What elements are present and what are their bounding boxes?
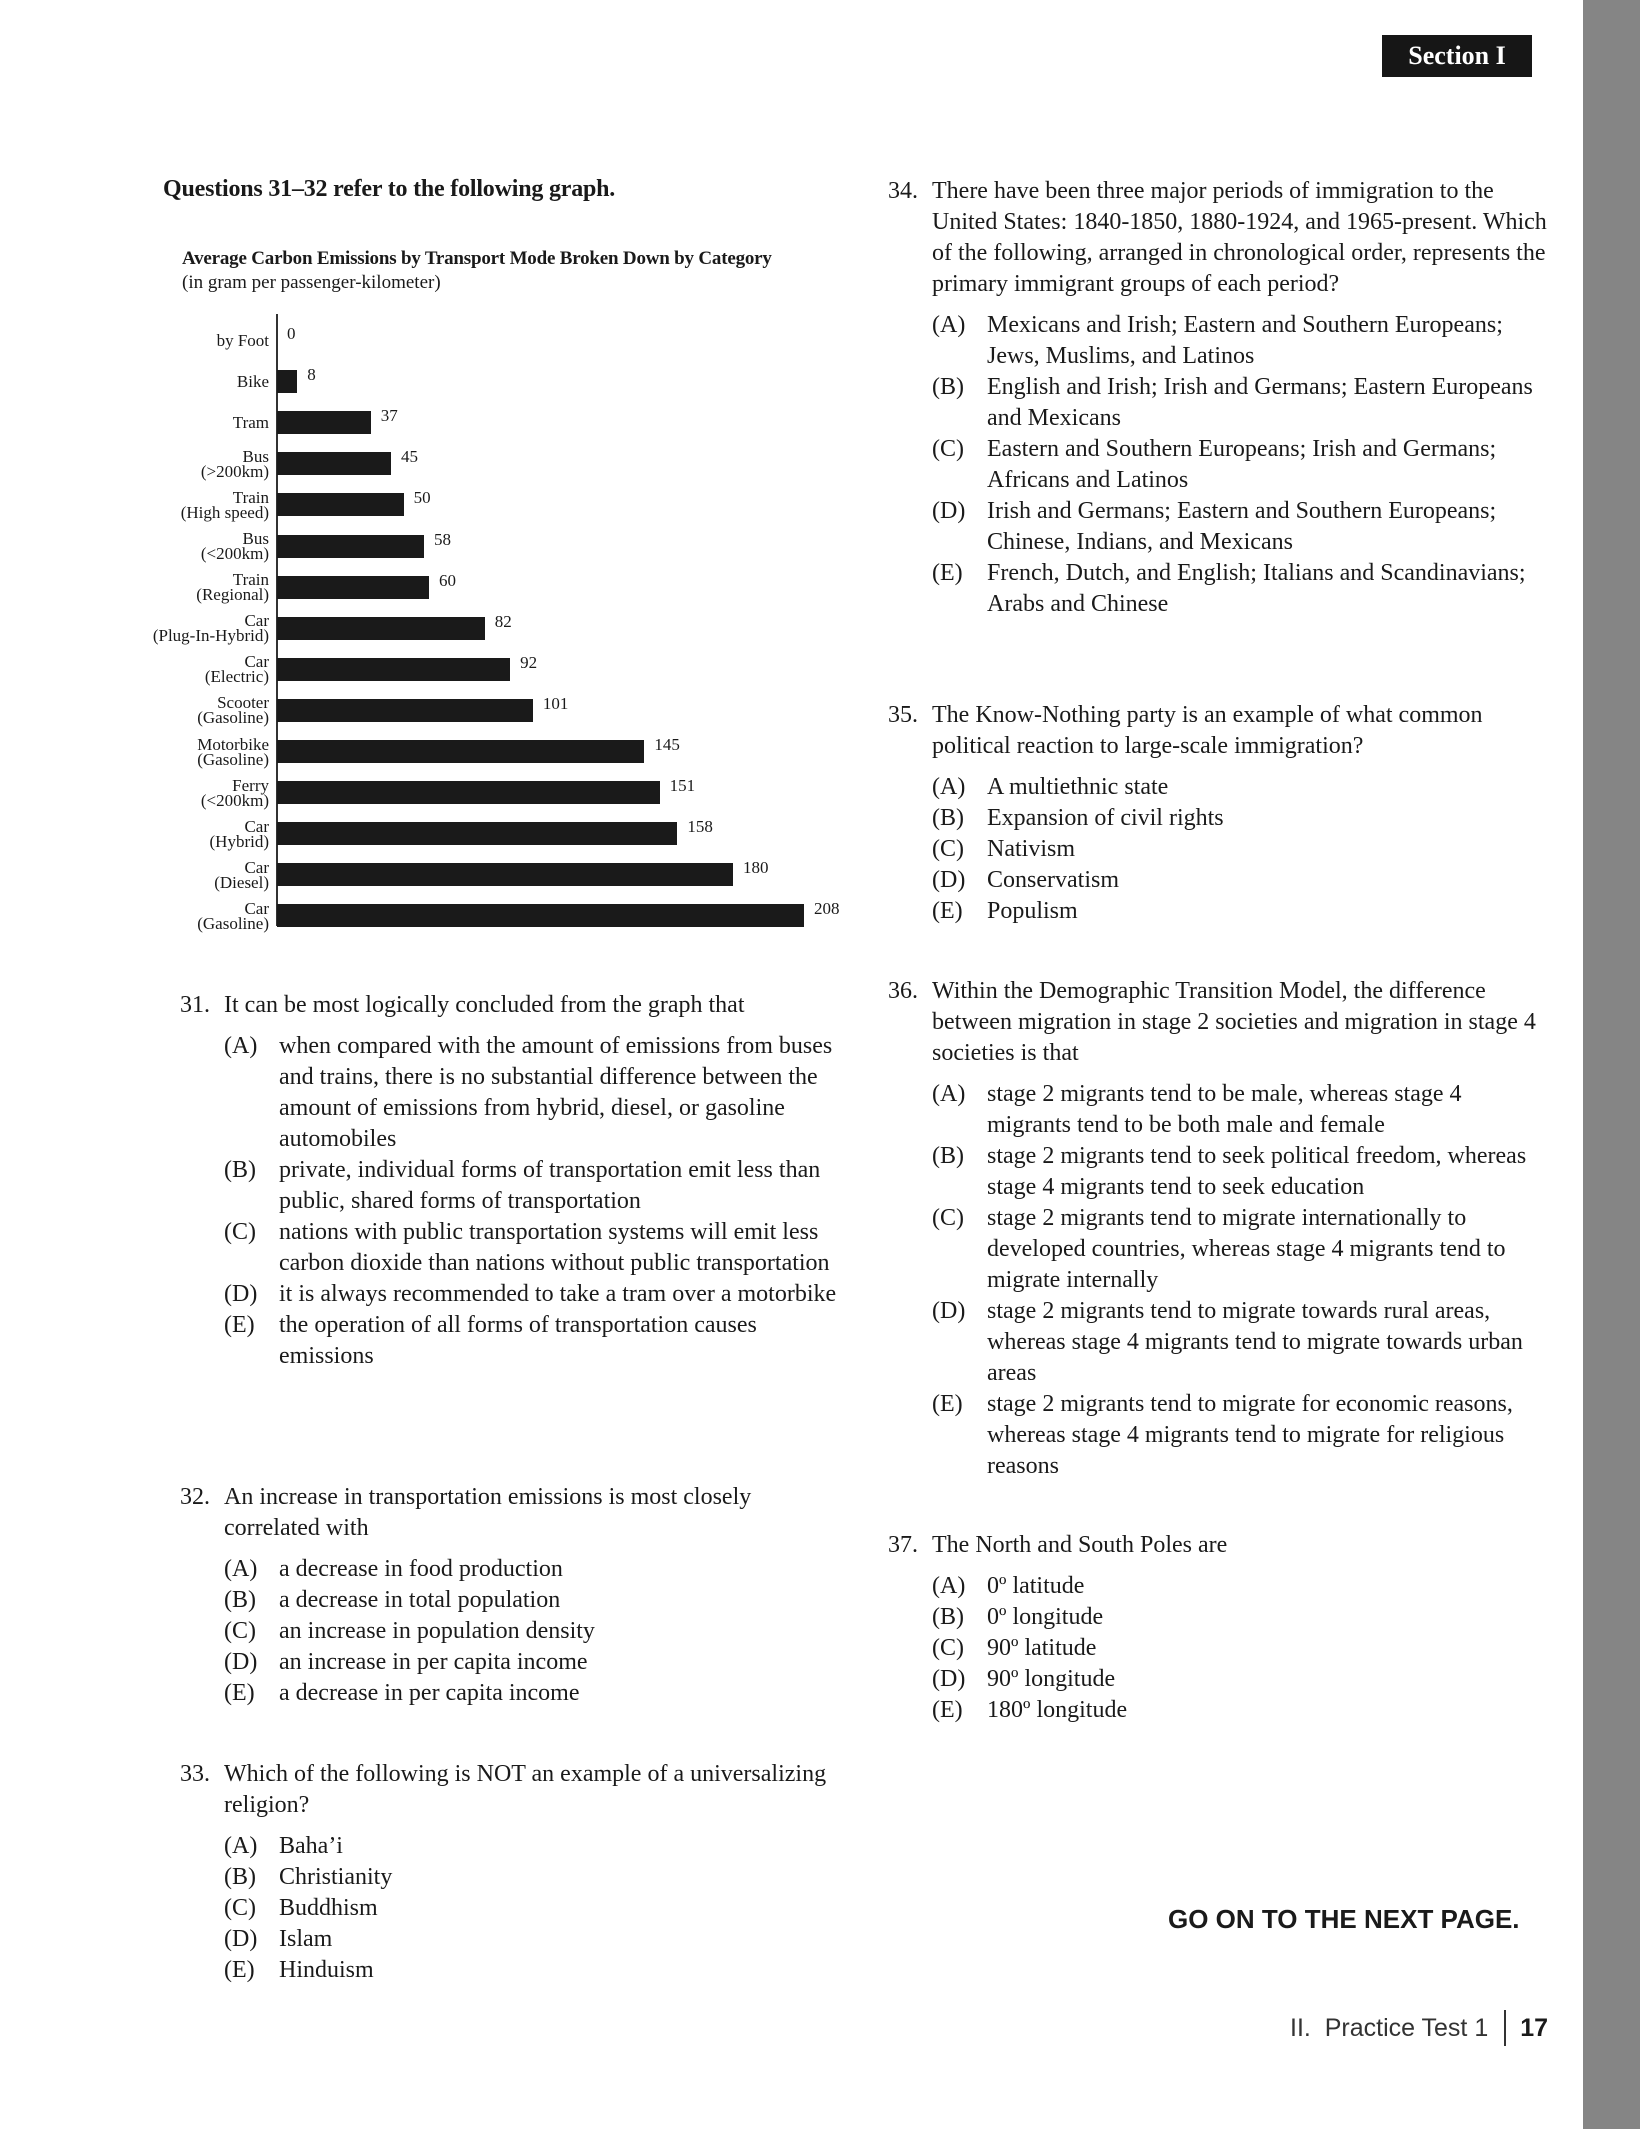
bar — [277, 740, 644, 763]
page-number: 17 — [1520, 2013, 1549, 2042]
option-letter: (E) — [932, 1697, 963, 1723]
chart-bar-row — [139, 443, 859, 484]
bar-category-label — [129, 772, 269, 813]
answer-option — [932, 434, 1548, 496]
option-letter: (C) — [932, 836, 964, 862]
bar-category-line: (Electric) — [204, 667, 269, 687]
bar — [277, 617, 485, 640]
option-letter: (B) — [224, 1587, 256, 1613]
chart-bar-row — [139, 608, 859, 649]
bar-category-label — [129, 567, 269, 608]
option-letter: (B) — [932, 805, 964, 831]
question-stem: It can be most logically concluded from the graph that — [224, 992, 745, 1018]
answer-option — [224, 1554, 850, 1585]
bar-category-line: (Diesel) — [214, 872, 269, 892]
option-letter: (E) — [224, 1312, 255, 1338]
option-text: Hinduism — [279, 1957, 374, 1983]
option-text: Islam — [279, 1926, 333, 1952]
answer-option — [932, 1571, 1548, 1602]
question-stem: An increase in transportation emissions is most closely correlated with — [224, 1484, 752, 1541]
bar-category-line: (Gasoline) — [197, 749, 269, 769]
option-text: Conservatism — [987, 867, 1119, 893]
bar-category-label — [129, 484, 269, 525]
option-text: Christianity — [279, 1864, 393, 1890]
answer-options — [224, 1031, 850, 1372]
chart-bar-row — [139, 320, 859, 361]
bar — [277, 452, 391, 475]
question-stem: The North and South Poles are — [932, 1532, 1228, 1558]
bar-value-label: 0 — [287, 324, 296, 343]
bar-category-label — [129, 854, 269, 895]
bar-category-line: Ferry — [232, 775, 269, 795]
option-text: Eastern and Southern Europeans; Irish and Germans; Africans and Latinos — [987, 436, 1497, 493]
option-text: French, Dutch, and English; Italians and Scandinavians; Arabs and Chinese — [987, 560, 1526, 617]
option-letter: (A) — [224, 1033, 258, 1059]
option-text: Irish and Germans; Eastern and Southern Europeans; Chinese, Indians, and Mexicans — [987, 498, 1497, 555]
question-number: 36. — [888, 978, 918, 1004]
answer-option — [932, 1141, 1548, 1203]
option-text: Nativism — [987, 836, 1075, 862]
option-letter: (E) — [224, 1680, 255, 1706]
answer-option — [932, 1695, 1548, 1726]
bar — [277, 781, 660, 804]
option-text: A multiethnic state — [987, 774, 1169, 800]
footer-divider — [1504, 2010, 1506, 2046]
answer-options — [932, 310, 1548, 620]
question-stem: Within the Demographic Transition Model, the difference between migration in stage 2 societies and migration in stage 4 societies is that — [932, 978, 1536, 1066]
answer-option — [224, 1217, 850, 1279]
answer-options — [224, 1554, 850, 1709]
answer-option — [224, 1893, 850, 1924]
option-text: a decrease in total population — [279, 1587, 561, 1613]
answer-option — [224, 1955, 850, 1986]
bar-category-label — [129, 690, 269, 731]
answer-option — [932, 496, 1548, 558]
bar — [277, 904, 804, 927]
option-text: when compared with the amount of emissions from buses and trains, there is no substantial difference between the amount of emissions from hybrid, diesel, or gasoline automobiles — [279, 1033, 833, 1152]
answer-option — [224, 1678, 850, 1709]
option-letter: (B) — [932, 1143, 964, 1169]
chart-bar-row — [139, 484, 859, 525]
bar-value-label: 37 — [380, 406, 398, 426]
chart-bar-row — [139, 567, 859, 608]
bar-value-label: 82 — [494, 611, 512, 631]
answer-options — [932, 1079, 1548, 1482]
answer-option — [224, 1924, 850, 1955]
answer-option — [932, 310, 1548, 372]
bar-value-label: 92 — [520, 652, 538, 672]
bar-category-label — [129, 608, 269, 649]
bar-category-line: (>200km) — [200, 461, 269, 481]
bar — [277, 370, 297, 393]
question-36 — [888, 976, 1548, 1482]
answer-option — [932, 1664, 1548, 1695]
answer-option — [932, 803, 1548, 834]
bar-category-line: (Gasoline) — [197, 913, 269, 933]
option-letter: (A) — [932, 312, 966, 338]
answer-options — [932, 1571, 1548, 1726]
answer-option — [932, 1203, 1548, 1296]
option-text: stage 2 migrants tend to migrate towards rural areas, whereas stage 4 migrants tend to migrate towards urban areas — [987, 1298, 1523, 1386]
bar-category-line: by Foot — [216, 331, 269, 350]
option-letter: (D) — [932, 1298, 966, 1324]
graph-intro: Questions 31–32 refer to the following graph. — [163, 176, 616, 202]
option-text: Buddhism — [279, 1895, 378, 1921]
bar-category-line: Bus — [242, 446, 269, 466]
bar-category-line: Car — [244, 898, 269, 918]
bar — [277, 411, 371, 434]
bar-category-line: (Regional) — [196, 585, 269, 605]
question-stem: Which of the following is NOT an example of a universalizing religion? — [224, 1761, 827, 1818]
bar-category-line: (Gasoline) — [197, 708, 269, 728]
answer-option — [932, 834, 1548, 865]
option-text: stage 2 migrants tend to migrate internationally to developed countries, whereas stage 4 migrants tend to migrate internally — [987, 1205, 1506, 1293]
option-letter: (A) — [932, 1573, 966, 1599]
question-number: 31. — [180, 992, 210, 1018]
question-33 — [180, 1759, 850, 1986]
bar — [277, 576, 429, 599]
option-text: English and Irish; Irish and Germans; Eastern Europeans and Mexicans — [987, 374, 1533, 431]
option-letter: (A) — [932, 774, 966, 800]
option-letter: (D) — [932, 498, 966, 524]
option-letter: (C) — [932, 1205, 964, 1231]
section-tag: Section I — [1382, 35, 1532, 77]
option-text: stage 2 migrants tend to migrate for economic reasons, whereas stage 4 migrants tend to migrate for religious reasons — [987, 1391, 1513, 1479]
answer-option — [932, 1079, 1548, 1141]
option-letter: (B) — [224, 1157, 256, 1183]
chart-bar-row — [139, 772, 859, 813]
option-letter: (C) — [932, 436, 964, 462]
option-letter: (C) — [224, 1618, 256, 1644]
chart-subtitle: (in gram per passenger-kilometer) — [182, 272, 441, 293]
option-text: 180º longitude — [987, 1697, 1128, 1723]
answer-option — [932, 1296, 1548, 1389]
answer-options — [932, 772, 1548, 927]
option-text: Populism — [987, 898, 1078, 924]
bar-value-label: 151 — [669, 776, 696, 796]
bar-value-label: 180 — [743, 858, 769, 878]
bar-category-line: Car — [244, 652, 269, 672]
chart-bar-row — [139, 526, 859, 567]
bar-category-line: Car — [244, 611, 269, 631]
option-text: Baha’i — [279, 1833, 343, 1859]
bar-value-label: 145 — [654, 735, 680, 754]
bar-category-line: Car — [244, 816, 269, 836]
bar-value-label: 45 — [401, 447, 418, 467]
chart-bar-row — [139, 361, 859, 402]
bar-category-line: Train — [232, 487, 269, 507]
answer-option — [932, 896, 1548, 927]
bar-category-line: (Plug-In-Hybrid) — [152, 626, 269, 646]
option-text: 0º longitude — [987, 1604, 1104, 1630]
option-text: 0º latitude — [987, 1573, 1085, 1599]
question-32 — [180, 1482, 850, 1709]
chart-bar-row — [139, 854, 859, 895]
option-letter: (D) — [224, 1281, 258, 1307]
answer-option — [224, 1862, 850, 1893]
answer-options — [224, 1831, 850, 1986]
answer-option — [224, 1647, 850, 1678]
option-letter: (E) — [932, 898, 963, 924]
bar-category-line: (<200km) — [200, 790, 269, 810]
option-text: an increase in population density — [279, 1618, 595, 1644]
page-edge-band — [1583, 0, 1640, 2129]
bar — [277, 822, 677, 845]
bar — [277, 863, 733, 886]
bar-category-line: Train — [232, 570, 269, 590]
bar-category-label — [129, 895, 269, 936]
answer-option — [224, 1831, 850, 1862]
option-letter: (E) — [224, 1957, 255, 1983]
chart-bar-row — [139, 731, 859, 772]
bar-category-label — [129, 443, 269, 484]
option-text: stage 2 migrants tend to be male, whereas stage 4 migrants tend to be both male and female — [987, 1081, 1462, 1138]
question-37 — [888, 1530, 1548, 1726]
option-letter: (A) — [932, 1081, 966, 1107]
question-number: 37. — [888, 1532, 918, 1558]
option-letter: (B) — [224, 1864, 256, 1890]
option-letter: (C) — [224, 1895, 256, 1921]
answer-option — [224, 1031, 850, 1155]
bar-category-label — [129, 813, 269, 854]
bar — [277, 493, 404, 516]
bar-value-label: 158 — [687, 817, 713, 837]
bar-value-label: 208 — [814, 899, 840, 919]
option-letter: (D) — [932, 867, 966, 893]
bar — [277, 535, 424, 558]
answer-option — [932, 1389, 1548, 1482]
question-number: 32. — [180, 1484, 210, 1510]
answer-option — [932, 865, 1548, 896]
option-text: Mexicans and Irish; Eastern and Southern Europeans; Jews, Muslims, and Latinos — [987, 312, 1503, 369]
option-letter: (A) — [224, 1833, 258, 1859]
question-number: 33. — [180, 1761, 210, 1787]
bar-category-line: Car — [244, 857, 269, 877]
option-text: a decrease in food production — [279, 1556, 563, 1582]
bar-category-line: (Hybrid) — [209, 831, 269, 851]
option-letter: (D) — [224, 1926, 258, 1952]
option-text: a decrease in per capita income — [279, 1680, 580, 1706]
option-letter: (D) — [932, 1666, 966, 1692]
option-letter: (E) — [932, 1391, 963, 1417]
option-text: an increase in per capita income — [279, 1649, 588, 1675]
bar-category-line: Scooter — [217, 693, 269, 713]
question-number: 35. — [888, 702, 918, 728]
question-stem: The Know-Nothing party is an example of what common political reaction to large-scale immigration? — [932, 702, 1483, 759]
question-stem: There have been three major periods of immigration to the United States: 1840-1850, 1880-1924, and 1965-present. Which of the following, arranged in chronological order, represents the primary immigrant groups of each period? — [932, 178, 1547, 297]
question-35 — [888, 700, 1548, 927]
answer-option — [224, 1155, 850, 1217]
bar-category-line: Motorbike — [197, 734, 269, 754]
bar-value-label: 8 — [307, 365, 316, 385]
bar-category-line: (High speed) — [180, 502, 269, 522]
answer-option — [224, 1585, 850, 1616]
option-letter: (C) — [224, 1219, 256, 1245]
go-on-next-page: GO ON TO THE NEXT PAGE. — [1168, 1904, 1520, 1934]
bar-value-label: 50 — [413, 488, 431, 508]
option-letter: (D) — [224, 1649, 258, 1675]
bar-category-label — [129, 731, 269, 772]
bar-category-label — [129, 402, 269, 443]
answer-option — [224, 1310, 850, 1372]
option-letter: (A) — [224, 1556, 258, 1582]
question-number: 34. — [888, 178, 918, 204]
bar-category-line: Bike — [236, 372, 269, 392]
bar-category-label — [129, 361, 269, 402]
option-text: stage 2 migrants tend to seek political freedom, whereas stage 4 migrants tend to seek education — [987, 1143, 1527, 1200]
question-31 — [180, 990, 850, 1372]
chart-bar-row — [139, 895, 859, 936]
emissions-bar-chart — [139, 248, 859, 933]
part-label: II. Practice Test 1 — [1290, 2013, 1489, 2042]
bar-category-line: (<200km) — [200, 544, 269, 563]
chart-bar-row — [139, 690, 859, 731]
option-text: Expansion of civil rights — [987, 805, 1224, 831]
bar-category-line: Bus — [242, 529, 269, 548]
option-text: the operation of all forms of transportation causes emissions — [279, 1312, 757, 1369]
answer-option — [932, 772, 1548, 803]
answer-option — [932, 372, 1548, 434]
chart-bar-row — [139, 402, 859, 443]
option-letter: (B) — [932, 1604, 964, 1630]
bar-value-label: 101 — [542, 693, 569, 713]
option-text: nations with public transportation systems will emit less carbon dioxide than nations without public transportation — [279, 1219, 830, 1276]
answer-option — [224, 1279, 850, 1310]
page-footer — [1290, 2010, 1548, 2046]
option-letter: (C) — [932, 1635, 964, 1661]
option-text: it is always recommended to take a tram over a motorbike — [279, 1281, 837, 1307]
chart-bar-row — [139, 649, 859, 690]
option-text: 90º longitude — [987, 1666, 1116, 1692]
bar-category-label — [129, 526, 269, 567]
option-text: 90º latitude — [987, 1635, 1097, 1661]
bar-value-label: 58 — [433, 529, 451, 549]
answer-option — [932, 1602, 1548, 1633]
answer-option — [932, 558, 1548, 620]
answer-option — [224, 1616, 850, 1647]
chart-bar-row — [139, 813, 859, 854]
bar-category-label — [129, 320, 269, 361]
answer-option — [932, 1633, 1548, 1664]
option-letter: (E) — [932, 560, 963, 586]
bar-category-line: Tram — [232, 413, 269, 433]
bar-value-label: 60 — [439, 570, 457, 590]
bar-category-label — [129, 649, 269, 690]
option-text: private, individual forms of transportation emit less than public, shared forms of transportation — [279, 1157, 821, 1214]
bar — [277, 658, 510, 681]
option-letter: (B) — [932, 374, 964, 400]
chart-title: Average Carbon Emissions by Transport Mode Broken Down by Category — [182, 248, 772, 269]
question-34 — [888, 176, 1548, 620]
bar — [277, 699, 533, 722]
